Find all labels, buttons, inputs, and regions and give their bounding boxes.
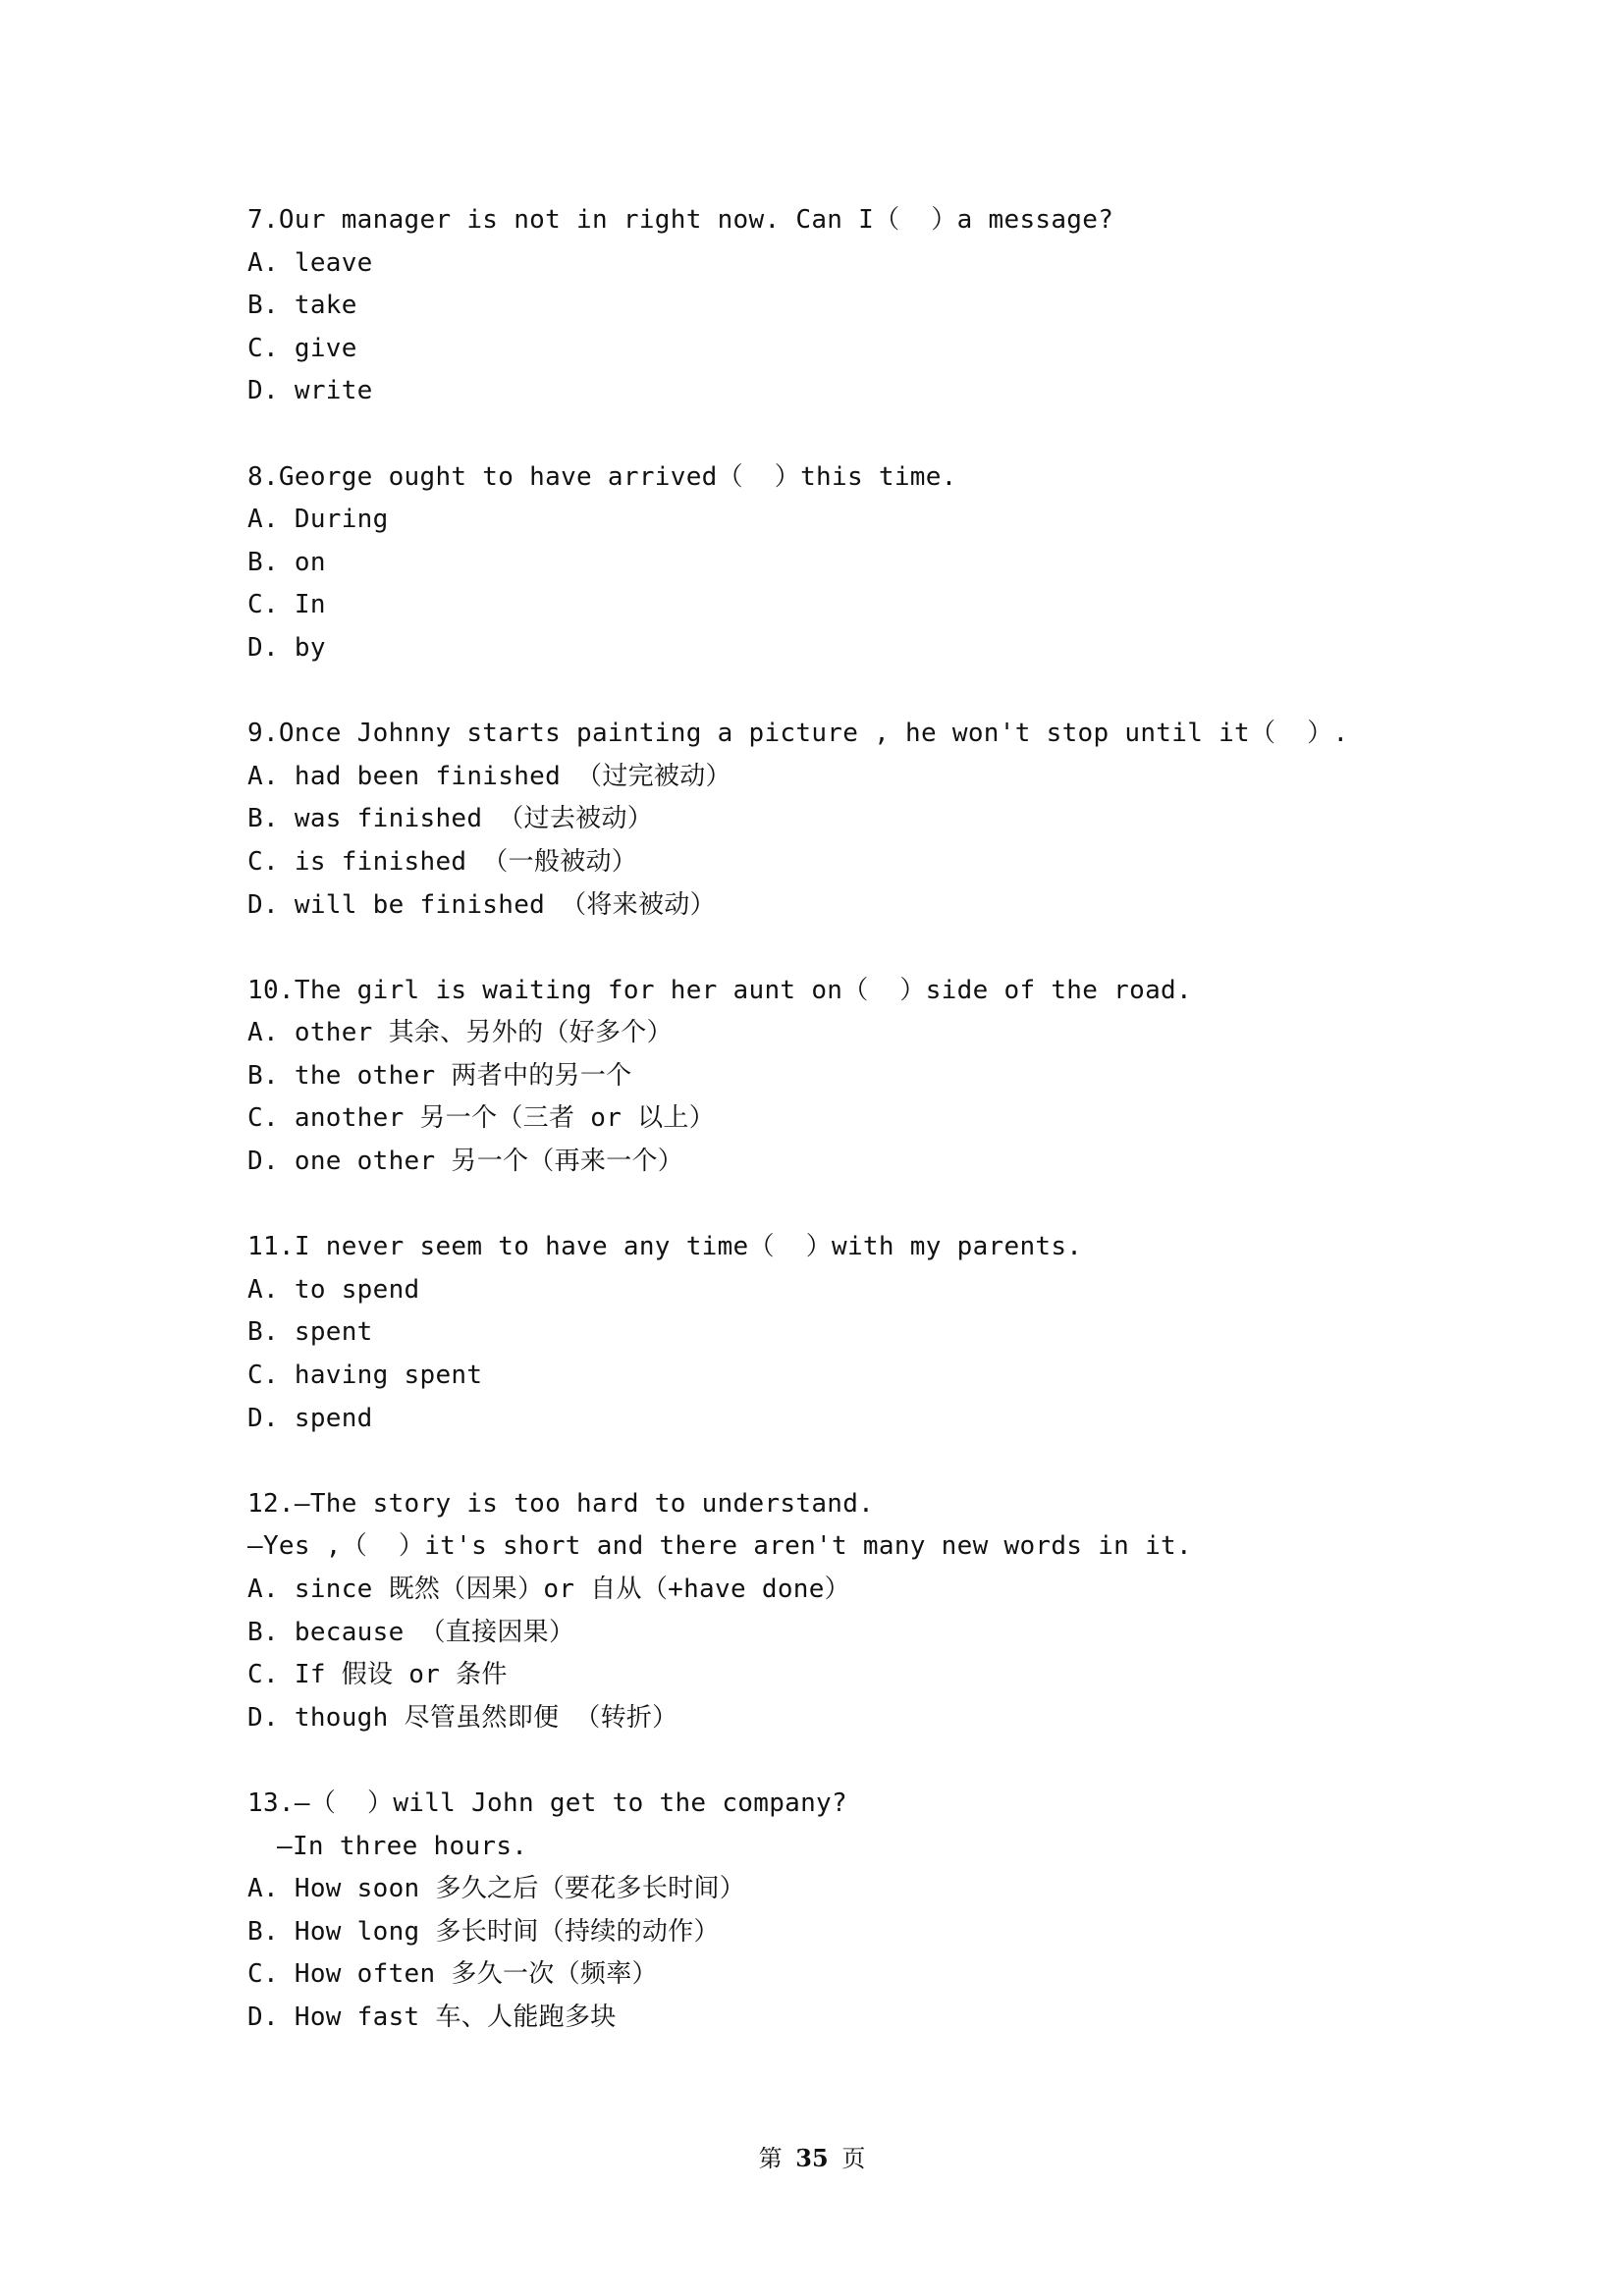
option-b: B. was finished （过去被动）	[247, 804, 654, 834]
question-list	[247, 199, 1406, 2082]
question-10	[247, 970, 1406, 1184]
option-a: A. During	[247, 505, 389, 535]
question-stem: 10.The girl is waiting for her aunt on（ ）side of the road.	[247, 975, 1192, 1005]
option-a: A. had been finished （过完被动）	[247, 761, 731, 791]
question-stem: 7.Our manager is not in right now. Can I（ ）a message?	[247, 205, 1114, 235]
option-d: D. How fast 车、人能跑多块	[247, 2002, 617, 2032]
question-7	[247, 199, 1406, 413]
page-footer	[0, 2144, 1624, 2173]
option-a: A. leave	[247, 247, 373, 278]
option-a: A. since 既然（因果）or 自从（+have done）	[247, 1575, 850, 1604]
option-a: A. How soon 多久之后（要花多长时间）	[247, 1874, 746, 1904]
option-c: C. In	[247, 590, 326, 620]
question-stem-continuation: —Yes ,（ ）it's short and there aren't many new words in it.	[247, 1531, 1192, 1562]
option-d: D. will be finished （将来被动）	[247, 889, 716, 920]
option-c: C. is finished （一般被动）	[247, 846, 638, 877]
question-9	[247, 713, 1406, 927]
option-d: D. write	[247, 376, 373, 406]
question-8	[247, 456, 1406, 670]
page-number: 35	[795, 2144, 829, 2172]
question-stem: 13.—（ ）will John get to the company?	[247, 1788, 847, 1818]
question-stem: 12.—The story is too hard to understand.	[247, 1488, 875, 1519]
option-c: C. another 另一个（三者 or 以上）	[247, 1103, 715, 1134]
question-12	[247, 1483, 1406, 1740]
option-a: A. to spend	[247, 1274, 420, 1305]
option-d: D. by	[247, 632, 326, 663]
option-c: C. How often 多久一次（频率）	[247, 1959, 658, 1990]
option-c: C. If 假设 or 条件	[247, 1660, 508, 1690]
question-stem: 11.I never seem to have any time（ ）with my parents.	[247, 1232, 1083, 1262]
question-stem: 8.George ought to have arrived（ ）this time.	[247, 461, 957, 492]
page-number-suffix: 页	[841, 2145, 866, 2172]
option-d: D. spend	[247, 1403, 373, 1433]
option-a: A. other 其余、另外的（好多个）	[247, 1018, 673, 1048]
option-b: B. on	[247, 547, 326, 577]
option-b: B. because （直接因果）	[247, 1617, 575, 1647]
option-b: B. spent	[247, 1317, 373, 1348]
option-d: D. one other 另一个（再来一个）	[247, 1147, 684, 1177]
question-stem-continuation: —In three hours.	[277, 1831, 528, 1861]
option-c: C. give	[247, 333, 357, 363]
question-13	[247, 1783, 1406, 2040]
option-b: B. take	[247, 291, 357, 321]
page-number-prefix: 第	[758, 2145, 783, 2172]
question-stem: 9.Once Johnny starts painting a picture , he won't stop until it（ ）.	[247, 719, 1349, 749]
option-b: B. the other 两者中的另一个	[247, 1060, 632, 1091]
question-11	[247, 1226, 1406, 1440]
option-c: C. having spent	[247, 1361, 483, 1391]
option-d: D. though 尽管虽然即便 （转折）	[247, 1702, 678, 1733]
option-b: B. How long 多长时间（持续的动作）	[247, 1916, 720, 1947]
